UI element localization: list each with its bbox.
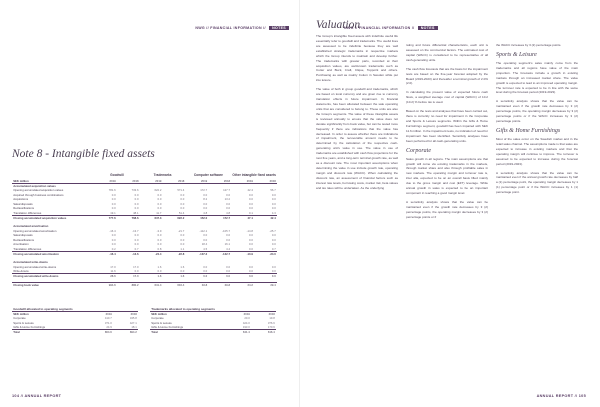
year-header: 2018 (117, 179, 140, 184)
note-title: Note 8 - Intangible fixed assets (12, 148, 155, 160)
row-label: Opening accumulated acquisition values (13, 188, 64, 193)
table-cell: 8.2 (203, 197, 208, 202)
table-cell: 1.6 (180, 264, 185, 269)
table-cell: 641.4 (140, 283, 163, 288)
table-cell: 0.0 (134, 206, 139, 211)
table-cell: 172.7 (200, 188, 208, 193)
paragraph: the WACC increases by 3 (2) percentage points. (496, 43, 562, 47)
table-cell: 0.0 (203, 233, 208, 238)
year-header: 2018 (268, 312, 275, 316)
table-row (12, 283, 277, 288)
table-cell: 17.0 (133, 264, 139, 269)
header-text: NWG // FINANCIAL INFORMATION // (195, 26, 266, 30)
table-cell: 0.0 (203, 237, 208, 242)
row-label: Sales/disposals (13, 233, 33, 238)
row-label: Translation differences (13, 210, 42, 215)
table-cell: 0.0 (249, 206, 253, 211)
table-cell: 18.4 (201, 242, 208, 247)
table-cell: -24.0 (254, 251, 277, 256)
text-column-3 (496, 43, 578, 199)
table-cell: 0.0 (203, 269, 208, 273)
table-cell: 24.9 (106, 325, 112, 329)
table-cell: 42.4 (254, 215, 277, 220)
row-label: Accumulated write-downs (13, 260, 48, 265)
year-header: 2019 (105, 312, 112, 316)
table-cell: 4.8 (203, 210, 208, 215)
table-cell: 4.8 (226, 210, 231, 215)
table-cell: 170.6 (267, 325, 275, 329)
table-cell: 0.0 (180, 233, 185, 238)
table-cell: 0.0 (180, 192, 185, 197)
row-label: Corporate (151, 316, 164, 321)
table-cell: 17.0 (117, 274, 140, 279)
header-section-tag[interactable]: NOTES (269, 26, 289, 30)
row-label: Closing book value (12, 283, 94, 288)
table-cell: -24.4 (140, 251, 163, 256)
group-header: Goodwill (110, 173, 124, 178)
unit-label: SEK million (12, 179, 94, 184)
table-cell: 410.7 (104, 316, 112, 321)
table-cell: 0.0 (203, 206, 208, 211)
table-cell: -21.7 (177, 228, 185, 233)
paragraph: The operating segment's sales mainly come from the trademarks and all regions have value of the main proportion. The forecasts include a growth in existing markets through an increased market share. The value growth is expected to lead to an improved operating margin. The turnover rate is expected to be in line with the same level during the forecast period (2019-2023). (496, 60, 578, 95)
paragraph: Based on the tests and analyses that have been carried out, there is currently no need for impairment in the Corporate and Sports & Leisure segments. Within the Gifts & Home Furnishings segment, goodwill has been impaired with SEK 11.6 million. In the impairment tests, no indication of need for impairment has been identified. Sensitivity analyses have been performed for all cash-generating units. (406, 109, 488, 143)
table-title: Goodwill allocated to operating segments (12, 307, 138, 312)
table-cell: 0.1 (249, 210, 253, 215)
table-cell: 994.6 (94, 283, 117, 288)
table-cell: 777.6 (94, 215, 117, 220)
paragraph: In calculating the present value of expected future cash flows, a weighted average cost of capital (WACC) of 10.2 (10.2) % before tax is used. (406, 90, 488, 105)
table-cell: -13.6 (117, 251, 140, 256)
table-cell: 781.6 (108, 188, 116, 193)
row-label: Total (12, 330, 88, 335)
table-cell: 0.0 (180, 237, 185, 242)
table-cell: -10.9 (231, 251, 254, 256)
table-cell: 345.8 (129, 316, 137, 321)
table-cell: 0.0 (157, 269, 162, 273)
row-label: Accumulated acquisition values (13, 184, 56, 188)
table-cell: 172.7 (208, 215, 231, 220)
row-label: Acquired through business combinations (13, 192, 64, 197)
table-cell: 127.7 (223, 188, 231, 193)
table-cell: 42.4 (247, 188, 253, 193)
table-cell: 0.0 (157, 201, 162, 206)
year-header: 2019 (94, 179, 117, 184)
table-cell: -112.1 (199, 228, 208, 233)
table-cell: 0.0 (226, 206, 231, 211)
row-label: Gifts & Home Furnishings (151, 325, 184, 329)
table-cell: 33.8 (186, 283, 209, 288)
table-cell: 0.0 (180, 197, 185, 202)
group-header: Computer software (193, 173, 223, 178)
table-cell: 571.4 (177, 188, 185, 193)
row-label: Accumulated amortisation (13, 224, 49, 229)
paragraph: A sensitivity analysis shows that the value can be maintained even if the annual growth rate decreases by half a (1) percentage point, the operating margin decreases by 1 (1) percentage point or if the WACC increases by 1 (1) percentage point. (496, 170, 578, 195)
table-cell: 19.1 (110, 210, 116, 215)
row-label: Translation differences (13, 246, 42, 251)
table-cell: 0.0 (231, 274, 254, 279)
table-cell: 24.2 (231, 283, 254, 288)
table-cell: 13.2 (224, 197, 231, 202)
table-cell: 0.7 (134, 246, 139, 251)
row-label: Closing accumulated amortisation (12, 251, 94, 256)
table-cell: 0.0 (249, 237, 253, 242)
paragraph: The cash flow forecasts that are the basis for the impairment tests are based on the five-year forecast adopted by the Board (2019-2023) and thereafter a terminal growth of 2.0% (2.0). (406, 66, 488, 86)
table-cell: 0.0 (134, 201, 139, 206)
table-cell: 371.0 (104, 320, 112, 325)
header-text: NWG // FINANCIAL INFORMATION // (344, 26, 415, 30)
table-cell: 0.0 (271, 242, 276, 247)
table-cell: 0.0 (271, 269, 276, 273)
paragraph: The value of both in group goodwill and trademarks, which are based on local currency and are given rise to currency translation effects in future impairment. In financial statements, has been allocated between the sale operating units that are considered to belong to. These units are also the Group's segments. The value of these intangible assets is reviewed annually to ensure that the value does not deviate significantly from book value, but can be tested more frequently if there are indications that the value has decreased. In order to assess whether there are indications of impairment, the recoverable amount needs to be determined by the calculation of the respective cash-generating unit's value in use. The value in use of trademarks are established with cash flow projections for the next five years, and a long-term terminal growth rate, as well as a discount rate. The most important assumptions when determining the value in use include growth rate, operating margin and discount rate (WACC). When calculating the discount rate, an assessment of financial factors such as interest rate levels, borrowing costs, market risk, beta values and tax rates will be undertaken. As the underlying (316, 87, 398, 190)
table-cell: 29.8 (208, 283, 231, 288)
table-cell: 0.0 (249, 242, 253, 247)
table-cell: 56.7 (270, 188, 276, 193)
table-cell: 0.0 (111, 206, 116, 211)
year-header: 2018 (254, 179, 277, 184)
table-cell: 804.6 (88, 330, 113, 335)
paragraph: Most of the sales occur on the Swedish market and in the retail sales channel. The assumptions made is that sales are expected to increase in existing markets and that the operating margin will continue to improve. The turnover is assumed to be expected to increase during the forecast period (2019-2023). (496, 136, 578, 166)
table-cell: 894.2 (113, 330, 138, 335)
table-cell: 0.0 (157, 192, 162, 197)
table-cell: 0.0 (249, 192, 253, 197)
table-cell: 0.0 (249, 201, 253, 206)
intangible-assets-table (12, 165, 277, 287)
table-cell: 1.6 (157, 264, 162, 269)
paragraph: A sensitivity analysis shows that the value can be maintained even if the growth rate decreases by 3 (2) percentage points, the operating margin decreases by 3 (2) percentage points or if (406, 199, 488, 219)
table-cell: 0.0 (203, 192, 208, 197)
table-cell: 4.3 (271, 210, 276, 215)
table-cell: 0.0 (134, 192, 139, 197)
table-cell: 0.0 (226, 237, 231, 242)
table-row (12, 330, 138, 335)
table-cell: 0.0 (157, 206, 162, 211)
row-label: Write-downs (13, 269, 29, 273)
table-cell: 622.2 (154, 188, 162, 193)
table-cell: -16.4 (94, 251, 117, 256)
row-label: Gifts & Home Furnishings (13, 325, 46, 329)
row-label: Total (150, 330, 226, 335)
table-cell: 0.0 (134, 237, 139, 242)
table-cell: 0.0 (271, 206, 276, 211)
goodwill-segments-table (12, 307, 138, 334)
table-cell: 622.2 (163, 215, 186, 220)
table-cell: -122.7 (208, 251, 231, 256)
table-cell: 0.0 (249, 246, 253, 251)
table-cell: -22.8 (163, 251, 186, 256)
table-cell: 0.0 (157, 197, 162, 202)
table-body (12, 184, 277, 288)
table-cell: 0.0 (226, 264, 231, 269)
table-group-header (12, 165, 277, 179)
table-cell: 0.0 (271, 264, 276, 269)
trademark-segments-table (150, 307, 276, 334)
table-cell: 0.0 (111, 201, 116, 206)
table-cell: -137.2 (186, 251, 209, 256)
table-cell: -105.7 (222, 228, 231, 233)
table-cell: 19.8 (269, 316, 275, 321)
table-cell: 4.4 (226, 246, 231, 251)
table-cell: 51.4 (178, 210, 185, 215)
page-footer-right: ANNUAL REPORT // 105 (536, 394, 586, 398)
table-cell: 0.0 (186, 274, 209, 279)
year-header: 2019 (140, 179, 163, 184)
row-label: Sports & Leisure (13, 320, 34, 325)
row-label: Opening accumulated amortisation (13, 228, 57, 233)
table-cell: 0.0 (203, 264, 208, 269)
row-label: Sales/disposals (13, 201, 33, 206)
table-cell: 768.6 (117, 215, 140, 220)
table-cell: 0.0 (208, 274, 231, 279)
table-cell: -16.4 (109, 228, 116, 233)
table-cell: -25.7 (269, 228, 276, 233)
unit-label: SEK million (151, 312, 167, 316)
table-cell: 152.0 (186, 215, 209, 220)
right-page (300, 0, 600, 407)
table-cell: 0.0 (249, 264, 253, 269)
paragraph: The Group's intangible fixed assets with indefinite useful life essentially refer to goodwill and trademarks. The useful lives are assessed to be indefinite because they are well established strategic trademarks in respective markets which the Group intends to maintain and develop further. The trademarks with greater parts, recorded at their acquisition values, are well-known trademarks such as Cutter and Buck, Craft, Clique, Toppoint and others. Purchasing as well as mainly Cotton in Sweden while put into leisure. (316, 34, 398, 83)
table-cell: 0.0 (180, 206, 185, 211)
table-cell: 4.5 (203, 246, 208, 251)
row-label: Closing accumulated write-downs (12, 274, 94, 279)
table-cell: 0.0 (134, 233, 139, 238)
row-label: Opening accumulated write-downs (13, 264, 57, 269)
table-cell: 641.4 (226, 330, 251, 335)
table-cell: 0.0 (134, 197, 139, 202)
row-label: Reclassifications (13, 237, 35, 242)
table-cell: 733.6 (131, 188, 139, 193)
unit-label: SEK million (13, 312, 29, 316)
table-cell: 1.6 (163, 274, 186, 279)
group-header: Other intangible fixed assets (232, 173, 276, 178)
table-row (150, 330, 276, 335)
table-cell: 0.0 (180, 201, 185, 206)
table-cell: 0.0 (180, 242, 185, 247)
section-heading-sports-leisure: Sports & Leisure (496, 51, 537, 58)
table-cell: 0.0 (249, 197, 253, 202)
paragraph: Sales growth in all regions. The main assumptions are that growth will come via existing trademarks in the markets, through market share and also through profitable sales in new markets. The operating margin and turnover rate is, inter alia, expected to be on an overall basis lifted mainly due to the gross margin and cost (EFT) leverage. While annual growth in sales is expected to be an important component in reaching a good margin level. (406, 156, 488, 196)
row-label: Closing accumulated acquisition values (12, 215, 94, 220)
section-heading-corporate: Corporate (406, 147, 432, 154)
year-header: 2019 (231, 179, 254, 184)
table-cell: 18.1 (131, 325, 137, 329)
group-header: Trademarks (153, 173, 172, 178)
table-cell: 48.1 (133, 210, 139, 215)
table-cell: 0.0 (249, 269, 253, 273)
table-cell: -13.7 (132, 228, 139, 233)
row-label: Reclassifications (13, 206, 35, 211)
text-column-2 (406, 43, 488, 224)
table-cell: 0.0 (271, 192, 276, 197)
table-cell: 0.0 (134, 242, 139, 247)
table-cell: 0.0 (203, 201, 208, 206)
table-cell: 0.0 (111, 192, 116, 197)
table-cell: 47.1 (231, 215, 254, 220)
table-cell: -14.8 (246, 228, 253, 233)
table-cell: 0.0 (111, 197, 116, 202)
table-cell: 880.2 (117, 283, 140, 288)
table-cell: 0.0 (271, 237, 276, 242)
table-cell: 0.7 (271, 246, 276, 251)
table-cell: 0.8 (157, 246, 162, 251)
table-cell: 11.7 (156, 210, 162, 215)
table-cell: 17.0 (110, 264, 116, 269)
table-cell: 0.0 (271, 197, 276, 202)
table-cell: 16.1 (224, 242, 231, 247)
table-cell: 29.4 (254, 283, 277, 288)
section-heading-gifts-home: Gifts & Home Furnishings (496, 127, 561, 134)
table-cell: 0.0 (157, 233, 162, 238)
table-cell: 0.0 (226, 201, 231, 206)
text-column-1 (316, 15, 398, 195)
table-cell: 0.0 (111, 237, 116, 242)
table-cell: -3.9 (156, 228, 162, 233)
section-heading-valuation: Valuation (316, 19, 361, 31)
table-cell: 0.0 (254, 274, 277, 279)
table-title: Trademarks allocated to operating segments (150, 307, 276, 312)
paragraph: A sensitivity analysis shows that the value can be maintained even if the growth rate decreases by 3 (2) percentage points, the operating margin decreases by 3 (2) percentage points or if the WACC increases by 3 (2) percentage points. (496, 99, 578, 124)
year-header: 2018 (163, 179, 186, 184)
table-cell: 1.6 (140, 274, 163, 279)
page-footer-left: 104 // ANNUAL REPORT (12, 394, 62, 398)
year-header: 2018 (208, 179, 231, 184)
paragraph: rating and future differential characteristics, each unit is assessed on the commercial factors. The estimated cost of capital (WACC) is considered to be representative of all cash-generating units. (406, 43, 488, 62)
table-cell: 0.0 (111, 242, 116, 247)
table-cell: 0.0 (157, 237, 162, 242)
table-cell: 0.0 (271, 201, 276, 206)
table-cell: 0.0 (180, 269, 185, 273)
table-cell: 0.0 (271, 233, 276, 238)
row-label: Corporate (13, 316, 26, 321)
table-cell: 616.4 (251, 330, 276, 335)
table-cell: 0.0 (134, 269, 139, 273)
table-cell: 424.0 (242, 320, 250, 325)
table-cell: 616.4 (163, 283, 186, 288)
table-cell: 0.0 (157, 242, 162, 247)
table-cell: 0.0 (249, 233, 253, 238)
table-cell: 20.0 (244, 316, 250, 321)
table-cell: 193.0 (242, 325, 250, 329)
table-cell: 0.0 (226, 233, 231, 238)
header-section-tag[interactable]: NOTES (418, 26, 438, 30)
table-cell: 0.0 (111, 233, 116, 238)
table-cell: 0.0 (226, 269, 231, 273)
table-cell: 376.6 (267, 320, 275, 325)
table-cell: 647.3 (140, 215, 163, 220)
table-cell: 11.6 (110, 269, 116, 273)
row-label: Amortisation (13, 242, 29, 247)
table-cell: 28.6 (94, 274, 117, 279)
table-cell: 0.2 (111, 246, 116, 251)
year-header: 2018 (130, 312, 137, 316)
page-header-left (195, 26, 289, 30)
table-cell: 0.0 (226, 192, 231, 197)
row-label: Acquisitions (13, 197, 29, 202)
table-cell: 427.1 (129, 320, 137, 325)
row-label: Sports & Leisure (151, 320, 172, 325)
year-header: 2019 (186, 179, 209, 184)
year-header: 2019 (243, 312, 250, 316)
table-cell: 1.1 (180, 246, 185, 251)
